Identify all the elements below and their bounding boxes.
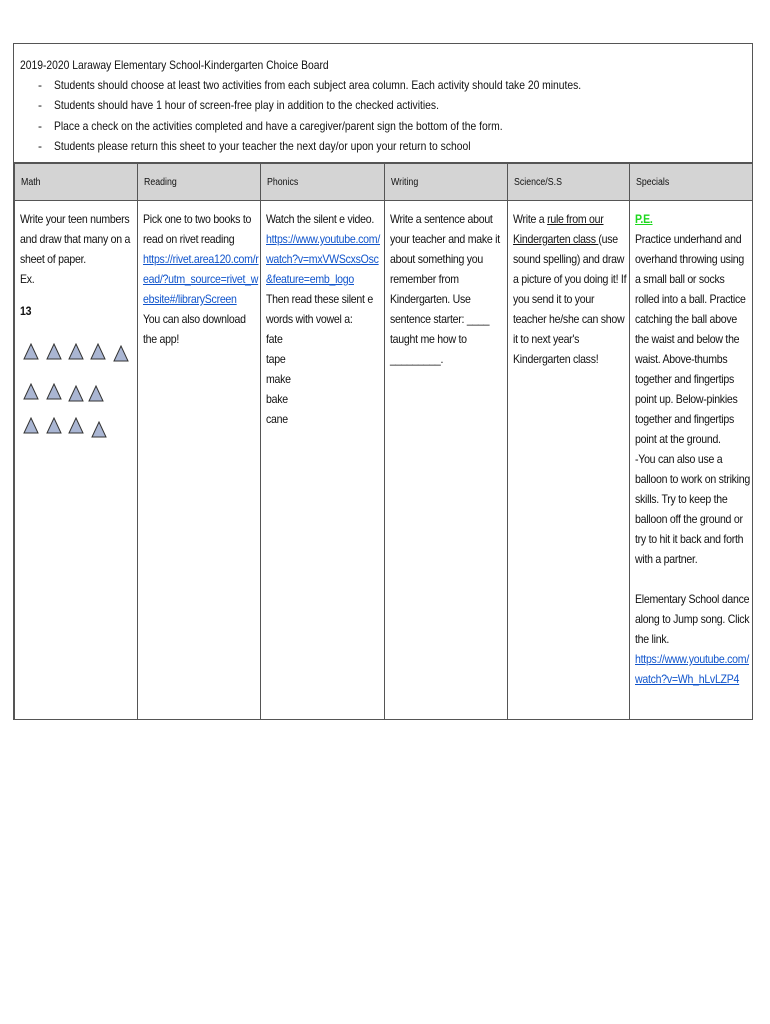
writing-text: your teacher and make it xyxy=(390,232,500,246)
specials-text: Practice underhand and xyxy=(635,232,742,246)
science-text: Kindergarten class! xyxy=(513,352,599,366)
header-science: Science/S.S xyxy=(508,164,630,201)
writing-cell xyxy=(385,201,508,720)
youtube-link[interactable]: &feature=emb_logo xyxy=(266,272,354,286)
phonics-text: Then read these silent e xyxy=(266,292,373,306)
specials-text: skills. Try to keep the xyxy=(635,492,728,506)
triangle-shape xyxy=(68,417,84,434)
science-text: Write a rule from our xyxy=(513,212,604,226)
dance-video-link[interactable]: https://www.youtube.com/ xyxy=(635,652,749,666)
science-text: you send it to your xyxy=(513,292,595,306)
header-writing: Writing xyxy=(385,164,508,201)
math-text: and draw that many on a xyxy=(20,232,131,246)
header-math: Math xyxy=(15,164,138,201)
instructions-section xyxy=(14,44,752,163)
triangle-shape xyxy=(46,343,62,360)
reading-cell xyxy=(138,201,261,720)
rivet-link[interactable]: https://rivet.area120.com/r xyxy=(143,252,259,266)
choice-board xyxy=(13,43,753,720)
triangle-shape xyxy=(23,343,39,360)
reading-text: Pick one to two books to xyxy=(143,212,252,226)
triangle-shape xyxy=(91,421,107,438)
writing-text: remember from xyxy=(390,272,459,286)
instruction-item: - Place a check on the activities completed and have a caregiver/parent sign the bottom of the form. xyxy=(38,118,503,133)
word-item: make xyxy=(266,372,291,386)
triangle-shape xyxy=(23,383,39,400)
specials-text: waist. Above-thumbs xyxy=(635,352,728,366)
triangle-shape xyxy=(113,345,129,362)
rivet-link[interactable]: ead/?utm_source=rivet_w xyxy=(143,272,259,286)
header-phonics: Phonics xyxy=(261,164,385,201)
triangle-shape xyxy=(68,343,84,360)
specials-text: with a partner. xyxy=(635,552,698,566)
dance-video-link[interactable]: watch?v=Wh_hLvLZP4 xyxy=(635,672,740,686)
triangle-shape xyxy=(46,417,62,434)
example-number: 13 xyxy=(20,304,32,318)
word-item: fate xyxy=(266,332,283,346)
pe-heading: P.E. xyxy=(635,212,653,226)
dance-text xyxy=(635,589,750,649)
science-cell xyxy=(508,201,630,720)
triangle-drawing xyxy=(15,341,137,451)
reading-text: the app! xyxy=(143,332,180,346)
reading-text: You can also download xyxy=(143,312,246,326)
science-text: it to next year's xyxy=(513,332,580,346)
instruction-item: - Students should have 1 hour of screen-free play in addition to the checked activities. xyxy=(38,98,439,113)
instruction-item: - Students should choose at least two activities from each subject area column. Each activity should take 20 minutes. xyxy=(38,78,582,92)
specials-text: balloon to work on striking xyxy=(635,472,750,486)
science-text: teacher he/she can show xyxy=(513,312,625,326)
header-reading: Reading xyxy=(138,164,261,201)
specials-text: together and fingertips xyxy=(635,372,735,386)
specials-text: overhand throwing using xyxy=(635,252,744,266)
specials-text: the link. xyxy=(635,632,670,646)
writing-text: _________. xyxy=(390,352,444,366)
youtube-link[interactable]: watch?v=mxVWScxsOsc xyxy=(266,252,379,266)
science-text: a picture of you doing it! If xyxy=(513,272,627,286)
specials-text: point at the ground. xyxy=(635,432,721,446)
writing-text: taught me how to xyxy=(390,332,467,346)
instruction-item: - Students please return this sheet to your teacher the next day/or upon your return to school xyxy=(38,138,471,153)
specials-text: try to hit it back and forth xyxy=(635,532,744,546)
word-item: bake xyxy=(266,392,288,406)
phonics-text: Watch the silent e video. xyxy=(266,212,375,226)
page-title: 2019-2020 Laraway Elementary School-Kindergarten Choice Board xyxy=(20,58,329,72)
specials-text: rolled into a ball. Practice xyxy=(635,292,746,306)
triangle-shape xyxy=(46,383,62,400)
phonics-cell xyxy=(261,201,385,720)
phonics-text: words with vowel a: xyxy=(266,312,353,326)
triangle-shape xyxy=(68,385,84,402)
header-specials: Specials xyxy=(630,164,753,201)
reading-text: read on rivet reading xyxy=(143,232,235,246)
instruction-list xyxy=(20,75,746,156)
math-text: Write your teen numbers xyxy=(20,212,130,226)
triangle-shape xyxy=(90,343,106,360)
writing-text: sentence starter: ____ xyxy=(390,312,490,326)
writing-text: about something you xyxy=(390,252,484,266)
math-cell xyxy=(15,201,138,720)
science-text: Kindergarten class (use xyxy=(513,232,618,246)
specials-text: together and fingertips xyxy=(635,412,735,426)
specials-text: Elementary School dance xyxy=(635,592,750,606)
triangle-shape xyxy=(23,417,39,434)
specials-text: a small ball or socks xyxy=(635,272,725,286)
triangle-shape xyxy=(88,385,104,402)
writing-text: Kindergarten. Use xyxy=(390,292,471,306)
math-text: Ex. xyxy=(20,272,35,286)
youtube-link[interactable]: https://www.youtube.com/ xyxy=(266,232,380,246)
pe-text xyxy=(635,229,750,569)
word-item: cane xyxy=(266,412,288,426)
specials-text: point up. Below-pinkies xyxy=(635,392,738,406)
specials-cell xyxy=(630,201,753,720)
specials-text: the waist and below the xyxy=(635,332,740,346)
specials-text: balloon off the ground or xyxy=(635,512,743,526)
science-text: sound spelling) and draw xyxy=(513,252,625,266)
math-text: sheet of paper. xyxy=(20,252,86,266)
activity-row xyxy=(15,201,753,720)
word-item: tape xyxy=(266,352,286,366)
header-row xyxy=(15,164,753,201)
specials-text: -You can also use a xyxy=(635,452,723,466)
specials-text: along to Jump song. Click xyxy=(635,612,750,626)
rivet-link[interactable]: ebsite#/libraryScreen xyxy=(143,292,237,306)
writing-text: Write a sentence about xyxy=(390,212,493,226)
activity-table xyxy=(14,163,753,720)
specials-text: catching the ball above xyxy=(635,312,737,326)
